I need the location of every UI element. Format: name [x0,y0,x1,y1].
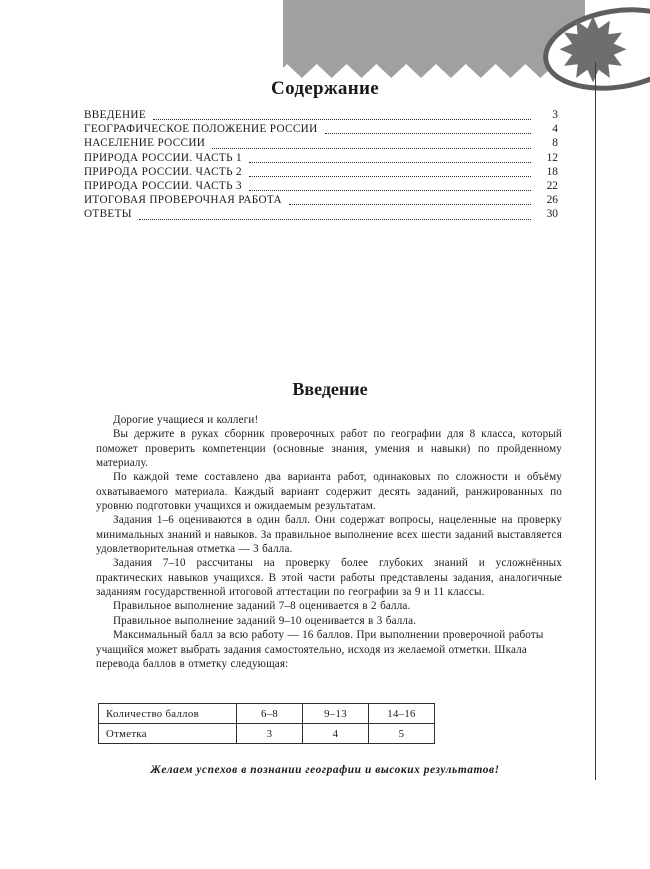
intro-paragraph-2: По каждой теме составлено два варианта работ, одинаковых по сложности и объёму охватываемого материала. Каждый вариант содержит десять заданий, ранжированных по уровню подготовки учащихся и ожидаемым результатам. [96,471,562,513]
toc-entry-page: 30 [546,208,558,221]
toc-leader-dots [249,181,531,191]
mark-cell: 3 [237,724,303,744]
footer-wish-note: Желаем успехов в познании географии и высоких результатов! [150,764,500,776]
toc-entry-label: ПРИРОДА РОССИИ. ЧАСТЬ 3 [84,179,242,192]
toc-entry-priroda-chast-3[interactable] [84,179,558,193]
toc-entry-label: ПРИРОДА РОССИИ. ЧАСТЬ 1 [84,151,242,164]
intro-paragraph-6: Правильное выполнение заданий 9–10 оценивается в 3 балла. [113,614,417,627]
toc-entry-label: ПРИРОДА РОССИИ. ЧАСТЬ 2 [84,165,242,178]
table-of-contents [84,108,558,222]
intro-paragraph-3: Задания 1–6 оцениваются в один балл. Они содержат вопросы, нацеленные на проверку минимальных знаний и навыков. За правильное выполнение всех шести заданий выставляется удовлетворительная отметка — 3 балла. [96,514,562,556]
intro-paragraph-7: Максимальный балл за всю работу — 16 баллов. При выполнении проверочной работы учащийся может выбрать задания самостоятельно, исходя из желаемой отметки. Шкала перевода баллов в отметку следующая: [96,629,544,670]
toc-leader-dots [212,139,531,149]
page-spine-line [595,62,596,780]
toc-entry-page: 26 [546,194,558,207]
toc-entry-page: 22 [546,179,558,192]
toc-entry-page: 8 [552,137,558,150]
score-row-label: Отметка [99,724,237,744]
score-range-cell: 14–16 [369,704,435,724]
toc-leader-dots [249,167,531,177]
toc-leader-dots [289,195,531,205]
decorative-header [0,0,650,120]
toc-entry-page: 12 [546,151,558,164]
toc-entry-label: ГЕОГРАФИЧЕСКОЕ ПОЛОЖЕНИЕ РОССИИ [84,123,318,136]
table-row [99,704,435,724]
zigzag-banner [283,0,585,78]
toc-entry-itogovaya-rabota[interactable] [84,193,558,207]
score-range-cell: 6–8 [237,704,303,724]
mark-cell: 5 [369,724,435,744]
toc-entry-priroda-chast-2[interactable] [84,165,558,179]
toc-leader-dots [249,153,531,163]
toc-entry-vvedenie[interactable] [84,108,558,122]
toc-entry-naselenie-rossii[interactable] [84,136,558,150]
intro-paragraph-4: Задания 7–10 рассчитаны на проверку более глубоких знаний и усложнённых практических навыков учащихся. В этой части работы представлены задания, аналогичные заданиям государственной итоговой аттестации по географии за 9 и 11 классы. [96,557,562,599]
toc-leader-dots [325,124,531,134]
star-burst-icon [560,16,627,82]
toc-entry-label: ОТВЕТЫ [84,208,132,221]
toc-entry-priroda-chast-1[interactable] [84,151,558,165]
toc-entry-label: ВВЕДЕНИЕ [84,108,147,121]
contents-title: Содержание [271,78,379,99]
score-row-label: Количество баллов [99,704,237,724]
mark-cell: 4 [303,724,369,744]
toc-entry-page: 18 [546,165,558,178]
intro-paragraph-1: Вы держите в руках сборник проверочных работ по географии для 8 класса, который поможет проверить компетенции (основные знания, умения и навыки) по пройденному материалу. [96,428,562,470]
intro-paragraph-greeting: Дорогие учащиеся и коллеги! [113,414,259,426]
toc-entry-page: 3 [552,108,558,121]
toc-entry-otvety[interactable] [84,207,558,221]
toc-entry-label: ИТОГОВАЯ ПРОВЕРОЧНАЯ РАБОТА [84,194,282,207]
introduction-body [96,413,562,671]
toc-leader-dots [153,110,531,120]
toc-entry-page: 4 [552,123,558,136]
toc-entry-geograficheskoe-polozhenie[interactable] [84,122,558,136]
toc-leader-dots [139,210,531,220]
score-conversion-table [98,703,435,744]
score-range-cell: 9–13 [303,704,369,724]
introduction-title: Введение [292,379,368,399]
table-row [99,724,435,744]
intro-paragraph-5: Правильное выполнение заданий 7–8 оценивается в 2 балла. [113,600,411,613]
toc-entry-label: НАСЕЛЕНИЕ РОССИИ [84,137,206,150]
